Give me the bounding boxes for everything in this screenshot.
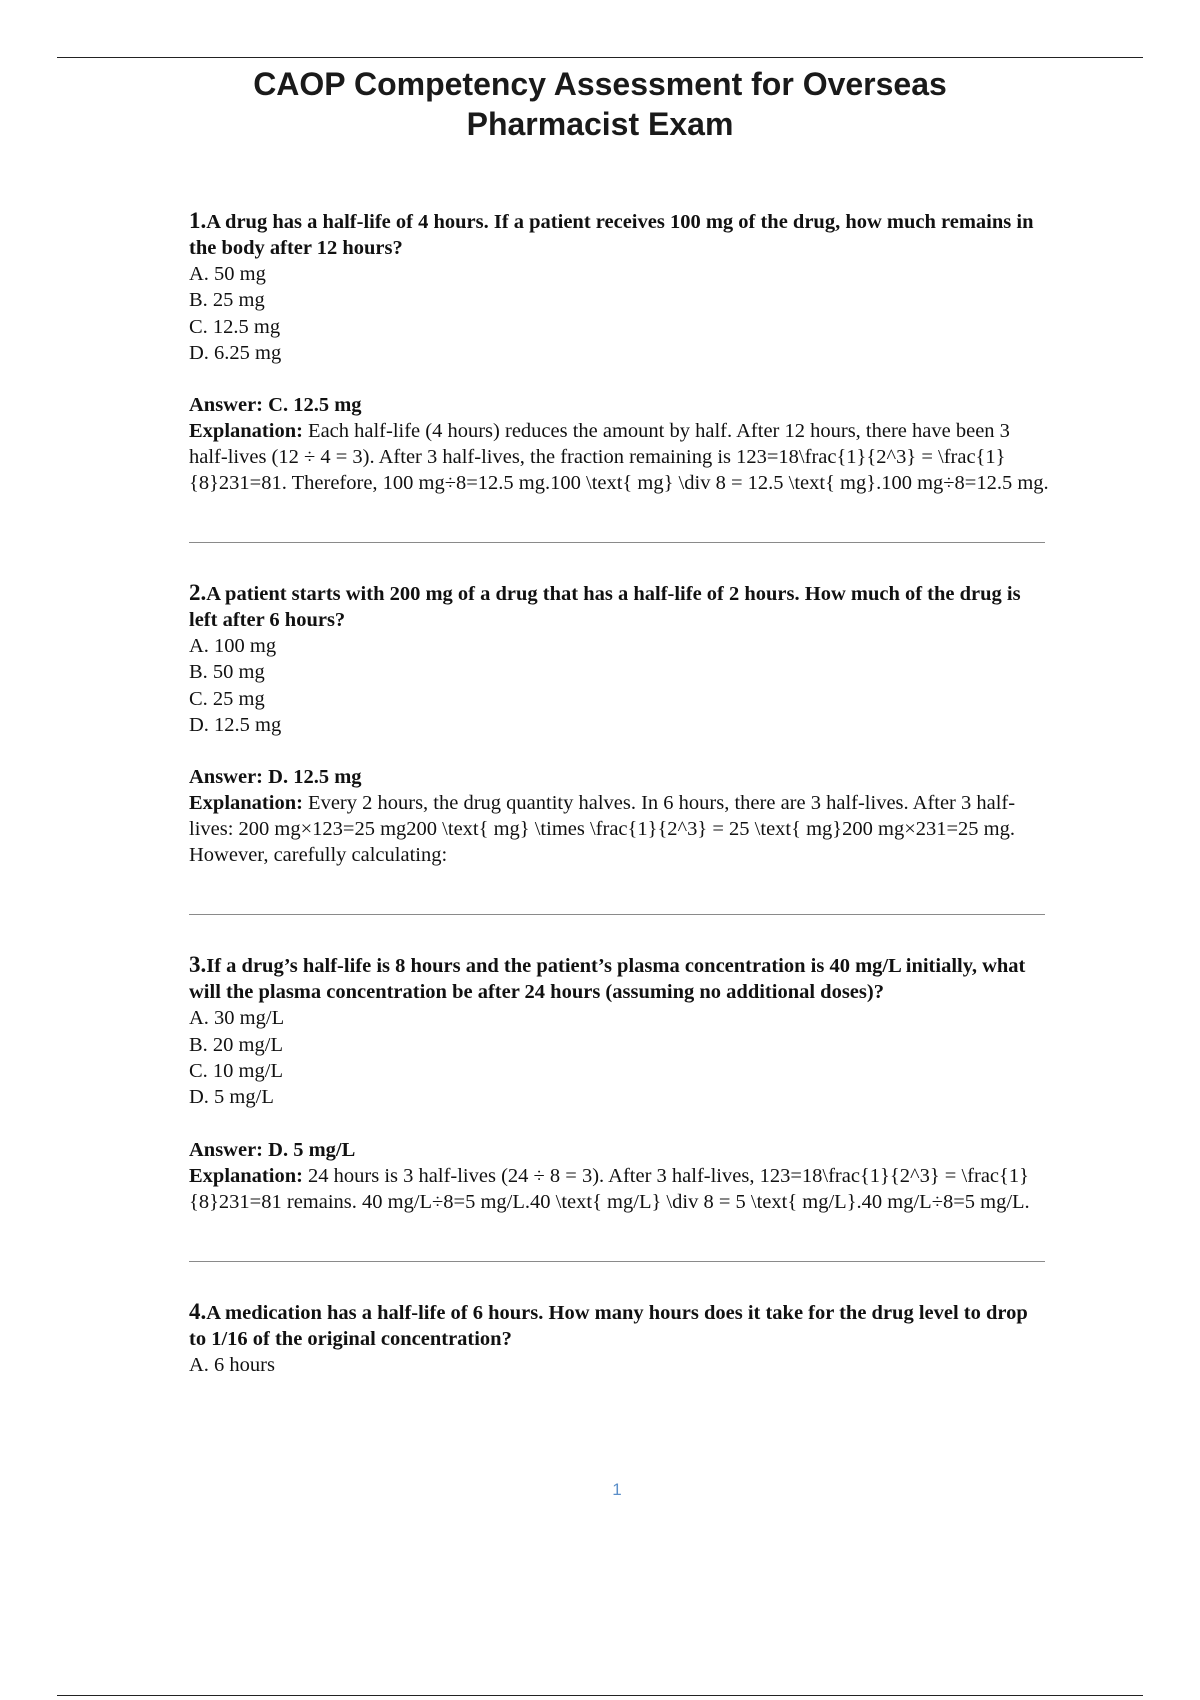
question-text: A patient starts with 200 mg of a drug that has a half-life of 2 hours. How much of the drug is left after 6 hours? <box>189 583 1021 632</box>
option-d: D. 12.5 mg <box>189 714 282 737</box>
question-number: 1. <box>189 208 207 233</box>
question-4 <box>189 1299 1049 1378</box>
separator <box>189 542 1045 543</box>
explanation-text: Every 2 hours, the drug quantity halves. In 6 hours, there are 3 half-lives. After 3 half-lives: 200 mg×123=25 mg200 \text{ mg} \times \frac{1}{2^3} = 25 \text{ mg}200 mg×231=25 mg. However, carefully calculating: <box>189 792 1016 867</box>
question-3 <box>189 952 1049 1214</box>
question-number: 2. <box>189 580 207 606</box>
answer: Answer: C. 12.5 mg <box>189 394 362 417</box>
explanation-label: Explanation: <box>189 792 303 815</box>
question-text: A drug has a half-life of 4 hours. If a patient receives 100 mg of the drug, how much remains in the body after 12 hours? <box>189 211 1034 259</box>
answer: Answer: D. 5 mg/L <box>189 1138 356 1161</box>
option-a: A. 50 mg <box>189 263 266 285</box>
option-d: D. 5 mg/L <box>189 1086 274 1109</box>
question-number: 3. <box>189 952 207 978</box>
explanation-text: 24 hours is 3 half-lives (24 ÷ 8 = 3). After 3 half-lives, 123=18\frac{1}{2^3} = \frac{1}{8}231=81 remains. 40 mg/L÷8=5 mg/L.40 \text{ mg/L} \div 8 = 5 \text{ mg/L}.40 mg/L÷8=5 mg/L. <box>189 1164 1030 1213</box>
explanation-label: Explanation: <box>189 1164 303 1187</box>
explanation <box>189 1163 1049 1215</box>
question-1 <box>189 208 1049 496</box>
option-c: C. 12.5 mg <box>189 315 281 338</box>
explanation <box>189 790 1049 868</box>
option-b: B. 20 mg/L <box>189 1033 283 1056</box>
option-d: D. 6.25 mg <box>189 341 282 364</box>
question-list <box>189 208 1049 1378</box>
option-b: B. 50 mg <box>189 661 265 684</box>
question-text: A medication has a half-life of 6 hours. How many hours does it take for the drug level to drop to 1/16 of the original concentration? <box>189 1301 1028 1350</box>
separator <box>189 914 1045 915</box>
title-line-1: CAOP Competency Assessment for Overseas <box>253 66 947 102</box>
option-a: A. 100 mg <box>189 635 277 658</box>
answer: Answer: D. 12.5 mg <box>189 766 362 789</box>
question-number: 4. <box>189 1298 207 1324</box>
option-b: B. 25 mg <box>189 289 265 312</box>
option-c: C. 10 mg/L <box>189 1059 283 1082</box>
separator <box>189 1261 1045 1262</box>
option-c: C. 25 mg <box>189 687 265 710</box>
question-text: If a drug’s half-life is 8 hours and the patient’s plasma concentration is 40 mg/L initially, what will the plasma concentration be after 24 hours (assuming no additional doses)? <box>189 955 1026 1004</box>
title-line-2: Pharmacist Exam <box>466 106 734 142</box>
page-number: 1 <box>612 1480 622 1499</box>
explanation-text: Each half-life (4 hours) reduces the amount by half. After 12 hours, there have been 3 half-lives (12 ÷ 4 = 3). After 3 half-lives, the fraction remaining is 123=18\frac{1}{2^3} = \frac{1}{8}231=81. Therefore, 100 mg÷8=12.5 mg.100 \text{ mg} \div 8 = 12.5 \text{ mg}.100 mg÷8=12.5 mg. <box>189 420 1049 495</box>
option-a: A. 6 hours <box>189 1353 275 1376</box>
bottom-rule <box>57 1695 1143 1696</box>
explanation <box>189 418 1049 496</box>
option-a: A. 30 mg/L <box>189 1007 285 1030</box>
explanation-label: Explanation: <box>189 420 303 443</box>
question-2 <box>189 580 1049 868</box>
top-rule <box>57 57 1143 58</box>
page-title <box>0 64 1200 144</box>
